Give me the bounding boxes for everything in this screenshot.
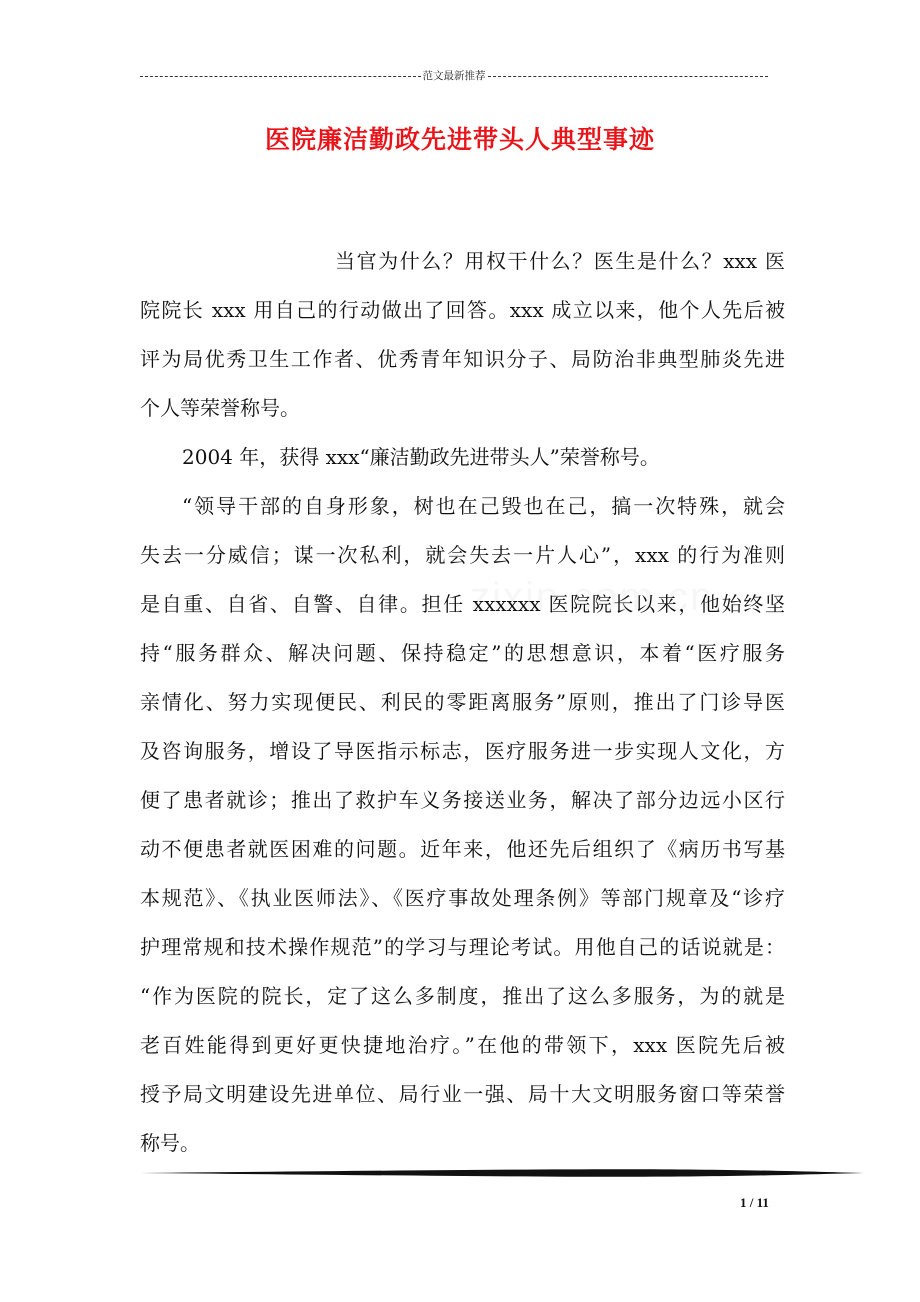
document-body [140, 237, 785, 1168]
footer-rule [140, 1168, 864, 1178]
text-line: 授予局文明建设先进单位、局行业一强、局十大文明服务窗口等荣誉 [140, 1082, 785, 1106]
header-dashes-right [488, 76, 769, 77]
text-line: 是自重、自省、自警、自律。担任 xxxxxx 医院院长以来，他始终坚 [140, 592, 785, 616]
paragraph-2 [140, 433, 785, 482]
text-line: 个人等荣誉称号。 [140, 396, 300, 420]
text-line: 2004 年，获得 xxx“廉洁勤政先进带头人”荣誉称号。 [182, 445, 660, 469]
text-line: “领导干部的自身形象，树也在己毁也在己，搞一次特殊，就会 [182, 494, 785, 518]
header-text: 范文最新推荐 [422, 69, 486, 82]
header-dashes-left [140, 76, 421, 77]
header-line [140, 68, 768, 82]
paragraph-1 [140, 237, 785, 433]
paragraph-3 [140, 482, 785, 1168]
document-title: 医院廉洁勤政先进带头人典型事迹 [264, 125, 655, 154]
text-line: 便了患者就诊；推出了救护车义务接送业务，解决了部分边远小区行 [140, 788, 785, 812]
text-line: 亲情化、努力实现便民、利民的零距离服务”原则，推出了门诊导医 [140, 690, 785, 714]
text-line: 持“服务群众、解决问题、保持稳定”的思想意识，本着“医疗服务 [140, 641, 785, 665]
text-line: 当官为什么？用权干什么？医生是什么？xxx 医 [335, 249, 785, 273]
text-line: 评为局优秀卫生工作者、优秀青年知识分子、局防治非典型肺炎先进 [140, 347, 785, 371]
text-line: 老百姓能得到更好更快捷地治疗。”在他的带领下，xxx 医院先后被 [140, 1033, 785, 1057]
text-line: “作为医院的院长，定了这么多制度，推出了这么多服务，为的就是 [140, 984, 785, 1008]
page-number: 1 / 11 [740, 1195, 769, 1210]
text-line: 本规范》、《执业医师法》、《医疗事故处理条例》等部门规章及“诊疗 [140, 886, 785, 910]
text-line: 动不便患者就医困难的问题。近年来，他还先后组织了《病历书写基 [140, 837, 785, 861]
text-line: 护理常规和技术操作规范”的学习与理论考试。用他自己的话说就是： [140, 935, 785, 959]
text-line: 称号。 [140, 1131, 200, 1155]
text-line: 失去一分威信；谋一次私利，就会失去一片人心”，xxx 的行为准则 [140, 543, 785, 567]
text-line: 院院长 xxx 用自己的行动做出了回答。xxx 成立以来，他个人先后被 [140, 298, 785, 322]
text-line: 及咨询服务，增设了导医指示标志，医疗服务进一步实现人文化，方 [140, 739, 785, 763]
